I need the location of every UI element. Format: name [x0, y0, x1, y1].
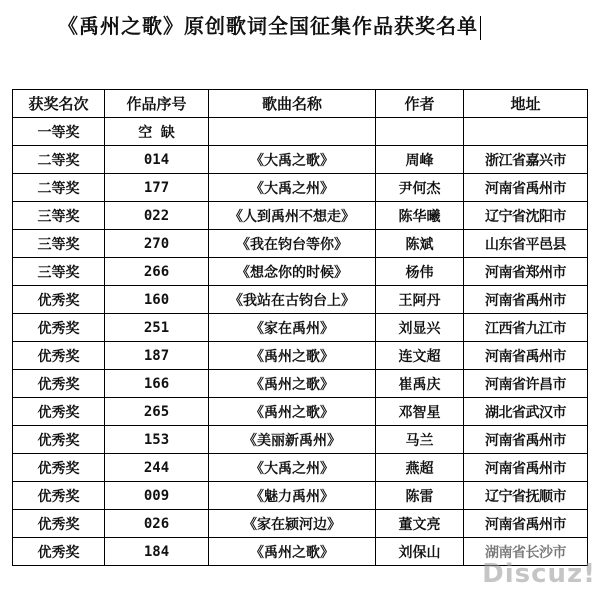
cell-rank: 优秀奖: [13, 314, 105, 342]
cell-serial: 244: [105, 454, 209, 482]
cell-rank: 优秀奖: [13, 538, 105, 566]
cell-rank: 优秀奖: [13, 510, 105, 538]
cell-region: 河南省禹州市: [464, 510, 588, 538]
cell-rank: 优秀奖: [13, 454, 105, 482]
cell-serial: 187: [105, 342, 209, 370]
cell-author: 燕超: [376, 454, 464, 482]
cell-region: 河南省禹州市: [464, 342, 588, 370]
cell-rank: 二等奖: [13, 146, 105, 174]
cell-rank: 三等奖: [13, 202, 105, 230]
cell-region: 江西省九江市: [464, 314, 588, 342]
cell-author: 邓智星: [376, 398, 464, 426]
table-row: [13, 202, 588, 230]
cell-author: 崔禹庆: [376, 370, 464, 398]
cell-region: 河南省禹州市: [464, 454, 588, 482]
cell-region: 河南省郑州市: [464, 258, 588, 286]
table-row: [13, 146, 588, 174]
cell-serial: 026: [105, 510, 209, 538]
cell-serial: 153: [105, 426, 209, 454]
cell-song: 《大禹之州》: [209, 454, 376, 482]
table-row: [13, 342, 588, 370]
text-cursor: [480, 16, 481, 40]
cell-region: 辽宁省沈阳市: [464, 202, 588, 230]
cell-rank: 三等奖: [13, 230, 105, 258]
cell-serial: 265: [105, 398, 209, 426]
cell-region: 河南省禹州市: [464, 286, 588, 314]
cell-serial: 160: [105, 286, 209, 314]
cell-serial: 空 缺: [105, 118, 209, 146]
cell-song: 《禹州之歌》: [209, 538, 376, 566]
cell-author: 尹何杰: [376, 174, 464, 202]
header-rank: 获奖名次: [13, 90, 105, 118]
cell-song: 《人到禹州不想走》: [209, 202, 376, 230]
cell-song: 《禹州之歌》: [209, 370, 376, 398]
table-row: [13, 286, 588, 314]
cell-region: 河南省许昌市: [464, 370, 588, 398]
cell-rank: 二等奖: [13, 174, 105, 202]
cell-region: [464, 118, 588, 146]
cell-region: 河南省禹州市: [464, 174, 588, 202]
cell-song: 《大禹之州》: [209, 174, 376, 202]
cell-serial: 022: [105, 202, 209, 230]
cell-song: 《大禹之歌》: [209, 146, 376, 174]
table-row: [13, 454, 588, 482]
cell-rank: 优秀奖: [13, 482, 105, 510]
header-author: 作者: [376, 90, 464, 118]
table-row: [13, 510, 588, 538]
cell-rank: 优秀奖: [13, 370, 105, 398]
cell-serial: 177: [105, 174, 209, 202]
cell-region: 浙江省嘉兴市: [464, 146, 588, 174]
watermark-logo: Discuz!: [482, 559, 596, 589]
cell-song: [209, 118, 376, 146]
table-row: [13, 314, 588, 342]
cell-region: 辽宁省抚顺市: [464, 482, 588, 510]
cell-serial: 251: [105, 314, 209, 342]
cell-song: 《禹州之歌》: [209, 398, 376, 426]
cell-author: 马兰: [376, 426, 464, 454]
cell-serial: 266: [105, 258, 209, 286]
cell-song: 《我在钧台等你》: [209, 230, 376, 258]
cell-author: 杨伟: [376, 258, 464, 286]
cell-author: 陈斌: [376, 230, 464, 258]
cell-author: 刘显兴: [376, 314, 464, 342]
table-row: [13, 482, 588, 510]
cell-region: 山东省平邑县: [464, 230, 588, 258]
header-song: 歌曲名称: [209, 90, 376, 118]
table-row: [13, 426, 588, 454]
cell-song: 《我站在古钧台上》: [209, 286, 376, 314]
cell-rank: 优秀奖: [13, 286, 105, 314]
cell-author: 陈华曦: [376, 202, 464, 230]
cell-rank: 优秀奖: [13, 398, 105, 426]
table-row: [13, 174, 588, 202]
cell-rank: 一等奖: [13, 118, 105, 146]
cell-serial: 009: [105, 482, 209, 510]
page-title: [58, 10, 481, 40]
cell-region: 河南省禹州市: [464, 426, 588, 454]
cell-serial: 270: [105, 230, 209, 258]
cell-song: 《家在禹州》: [209, 314, 376, 342]
cell-author: 王阿丹: [376, 286, 464, 314]
table-row: [13, 230, 588, 258]
header-region: 地址: [464, 90, 588, 118]
cell-author: 连文超: [376, 342, 464, 370]
cell-region: 湖南省长沙市: [464, 538, 588, 566]
cell-song: 《美丽新禹州》: [209, 426, 376, 454]
table-header-row: [13, 90, 588, 118]
table-row: [13, 118, 588, 146]
table-row: [13, 258, 588, 286]
cell-author: 刘保山: [376, 538, 464, 566]
cell-rank: 三等奖: [13, 258, 105, 286]
cell-serial: 166: [105, 370, 209, 398]
table-row: [13, 398, 588, 426]
cell-serial: 014: [105, 146, 209, 174]
cell-rank: 优秀奖: [13, 342, 105, 370]
cell-author: 周峰: [376, 146, 464, 174]
cell-serial: 184: [105, 538, 209, 566]
cell-author: 陈雷: [376, 482, 464, 510]
cell-region: 湖北省武汉市: [464, 398, 588, 426]
table-row: [13, 370, 588, 398]
header-serial: 作品序号: [105, 90, 209, 118]
cell-song: 《禹州之歌》: [209, 342, 376, 370]
award-table: [12, 89, 588, 566]
cell-song: 《魅力禹州》: [209, 482, 376, 510]
page-title-text: 《禹州之歌》原创歌词全国征集作品获奖名单: [58, 14, 478, 38]
cell-song: 《想念你的时候》: [209, 258, 376, 286]
cell-rank: 优秀奖: [13, 426, 105, 454]
cell-song: 《家在颍河边》: [209, 510, 376, 538]
cell-author: 董文亮: [376, 510, 464, 538]
cell-author: [376, 118, 464, 146]
